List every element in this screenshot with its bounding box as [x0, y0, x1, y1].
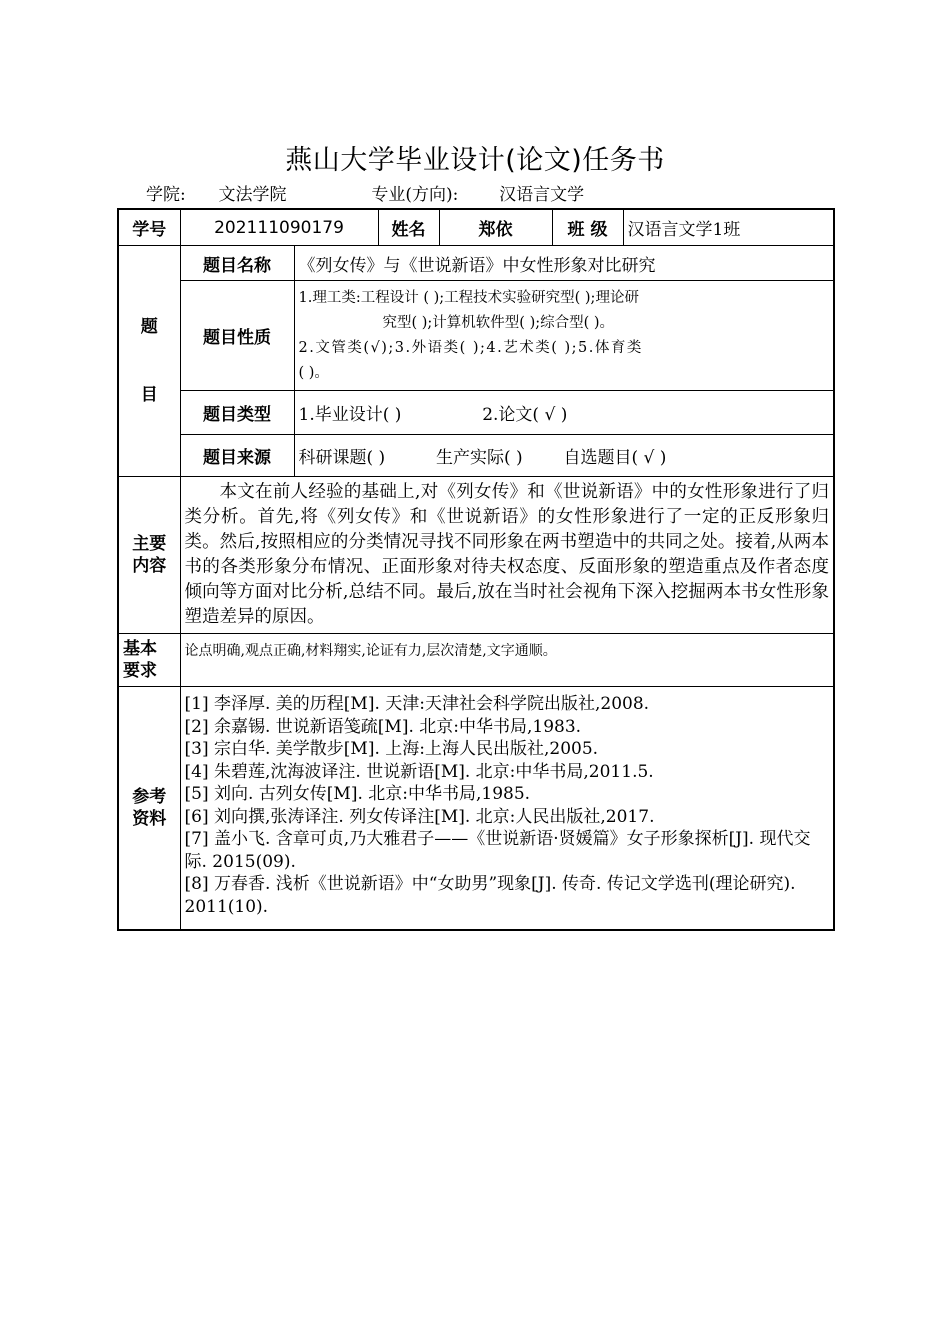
content-row [118, 477, 834, 634]
major-label: 专业(方向): [371, 185, 459, 205]
reference-item: [6] 刘向撰,张涛译注. 列女传译注[M]. 北京:人民出版社,2017. [184, 806, 655, 827]
student-name-label: 姓名 [379, 210, 440, 245]
topic-type-value [294, 391, 834, 435]
references-row [118, 687, 834, 930]
references-list [180, 687, 834, 930]
references-label [118, 687, 180, 930]
reference-item: [3] 宗白华. 美学散步[M]. 上海:上海人民出版社,2005. [184, 739, 599, 759]
student-class-label: 班 级 [552, 209, 623, 246]
student-id-value: 202111090179 [180, 209, 378, 246]
topic-nature-line-1: 1.理工类:工程设计 ( );工程技术实验研究型( );理论研 [298, 289, 639, 306]
topic-type-option-1: 1.毕业设计( ) [298, 405, 402, 425]
topic-nature-line-3: 2.文管类(√);3.外语类( );4.艺术类( );5.体育类 [298, 339, 643, 356]
student-class-value: 汉语言文学1班 [623, 209, 834, 246]
topic-source-option-3: 自选题目( √ ) [563, 448, 667, 468]
topic-source-label: 题目来源 [180, 435, 294, 477]
topic-nature-row [118, 281, 834, 391]
student-row [118, 209, 834, 246]
topic-name-label: 题目名称 [180, 246, 294, 281]
reference-item: [4] 朱碧莲,沈海波译注. 世说新语[M]. 北京:中华书局,2011.5. [184, 761, 654, 782]
references-label-line-1: 参考 [132, 786, 167, 807]
topic-section-char-2: 目 [140, 385, 158, 405]
topic-source-option-2: 生产实际( ) [435, 448, 523, 468]
topic-section-label [118, 246, 180, 477]
content-label [118, 477, 180, 634]
content-label-line-1: 主要 [132, 534, 167, 554]
topic-nature-label: 题目性质 [180, 281, 294, 391]
document-title: 燕山大学毕业设计(论文)任务书 [285, 145, 665, 176]
major-value: 汉语言文学 [499, 185, 585, 205]
college-label: 学院: [146, 185, 186, 205]
content-label-line-2: 内容 [132, 556, 167, 576]
content-paragraph: 本文在前人经验的基础上,对《列女传》和《世说新语》中的女性形象进行了归类分析。首先,将《列女传》和《世说新语》的女性形象进行了一定的正反形象归类。然后,按照相应的分类情况寻找不同形象在两书塑造中的共同之处。接着,从两本书的各类形象分布情况、正面形象对待夫权态度、反面形象的塑造重点及作者态度倾向等方面对比分析,总结不同。最后,放在当时社会视角下深入挖掘两本书女性形象塑造差异的原因。 [184, 482, 830, 627]
topic-type-row [118, 391, 834, 435]
reference-item: [2] 余嘉锡. 世说新语笺疏[M]. 北京:中华书局,1983. [184, 716, 582, 737]
topic-type-label: 题目类型 [180, 391, 294, 435]
requirements-label-line-2: 要求 [123, 661, 157, 681]
requirements-row [118, 634, 834, 687]
topic-nature-line-4: ( )。 [298, 364, 329, 381]
topic-nature-value [294, 281, 834, 391]
reference-item: [1] 李泽厚. 美的历程[M]. 天津:天津社会科学院出版社,2008. [184, 694, 650, 714]
reference-item: [5] 刘向. 古列女传[M]. 北京:中华书局,1985. [184, 784, 531, 804]
requirements-text: 论点明确,观点正确,材料翔实,论证有力,层次清楚,文字通顺。 [180, 634, 834, 687]
topic-section-char-1: 题 [140, 317, 158, 337]
topic-nature-line-2: 究型( );计算机软件型( );综合型( )。 [382, 314, 615, 331]
topic-name-value: 《列女传》与《世说新语》中女性形象对比研究 [294, 246, 834, 281]
requirements-label-line-1: 基本 [123, 639, 157, 659]
topic-name-row [118, 246, 834, 281]
topic-type-option-2: 2.论文( √ ) [482, 405, 568, 425]
reference-item: [7] 盖小飞. 含章可贞,乃大雅君子——《世说新语·贤媛篇》女子形象探析[J]. 现代交际. 2015(09). [184, 829, 811, 872]
college-value: 文法学院 [218, 185, 287, 205]
reference-item: [8] 万春香. 浅析《世说新语》中“女助男”现象[J]. 传奇. 传记文学选刊(理论研究). 2011(10). [184, 874, 796, 917]
topic-source-row [118, 435, 834, 477]
topic-source-value [294, 435, 834, 477]
header-meta [146, 180, 584, 205]
requirements-label [118, 634, 180, 687]
references-label-line-2: 资料 [132, 808, 167, 829]
student-id-label: 学号 [118, 209, 180, 246]
topic-source-option-1: 科研课题( ) [298, 448, 386, 468]
task-table [117, 208, 835, 931]
content-text [180, 477, 834, 634]
student-name-cell [378, 209, 552, 246]
student-name-value: 郑依 [478, 220, 513, 240]
